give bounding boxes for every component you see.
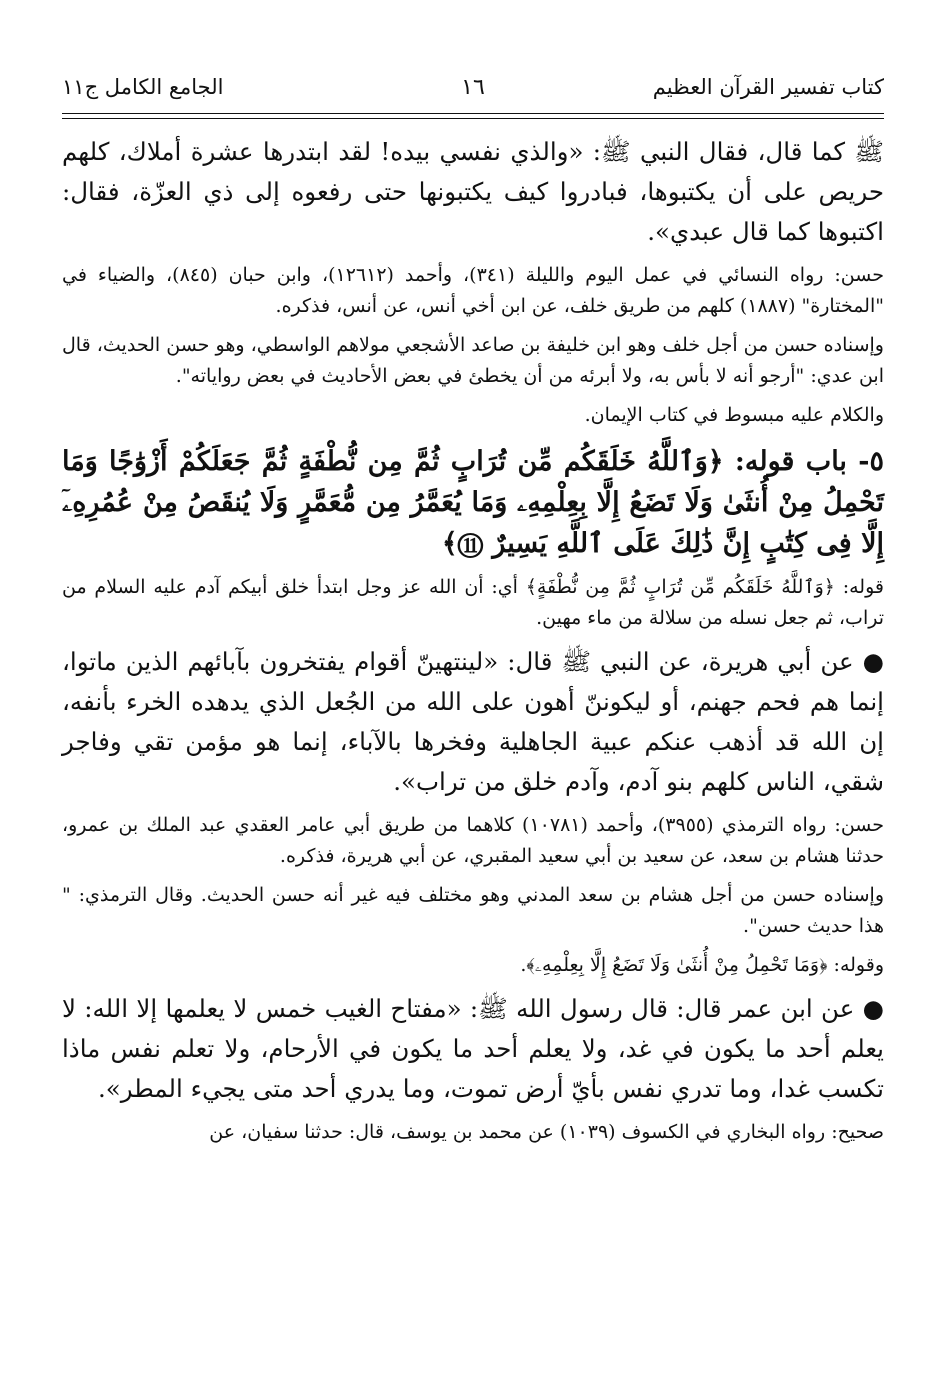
reference-note: والكلام عليه مبسوط في كتاب الإيمان.: [584, 404, 884, 426]
running-header: [62, 70, 884, 104]
isnad-note: وإسناده حسن من أجل خلف وهو ابن خليفة بن صاعد الأشجعي مولاهم الواسطي، وهو حسن الحديث، قال ابن عدي: "أرجو أنه لا بأس به، ولا أبرئه من أن يخطئ في بعض الأحاديث في بعض رواياته".: [62, 334, 884, 387]
isnad-note-2: وإسناده حسن من أجل هشام بن سعد المدني وهو مختلف فيه غير أنه حسن الحديث. وقال الترمذي: " هذا حديث حسن".: [62, 884, 884, 937]
takhrij-note-3: صحيح: رواه البخاري في الكسوف (١٠٣٩) عن محمد بن يوسف، قال: حدثنا سفيان، عن: [209, 1121, 884, 1143]
page-body: [62, 132, 884, 1148]
takhrij-note: حسن: رواه النسائي في عمل اليوم والليلة (٣٤١)، وأحمد (١٢٦١٢)، وابن حبان (٨٤٥)، والضياء في "المختارة" (١٨٨٧) كلهم من طريق خلف، عن ابن أخي أنس، عن أنس، فذكره.: [62, 264, 884, 317]
page-number: ١٦: [461, 74, 485, 100]
header-volume-title: الجامع الكامل ج١١: [62, 75, 224, 99]
hadith-abu-hurayra: ● عن أبي هريرة، عن النبي ﷺ قال: «لينتهينّ أقوام يفتخرون بآبائهم الذين ماتوا، إنما هم فحم جهنم، أو ليكوننّ أهون على الله من الجُعل الذي يدهده الخرء بأنفه، إن الله قد أذهب عنكم عبية الجاهلية وفخرها بالآباء، إنما هو مؤمن تقي وفاجر شقي، الناس كلهم بنو آدم، وآدم خلق من تراب».: [62, 647, 884, 796]
header-rule-bottom: [62, 118, 884, 119]
takhrij-note-2: حسن: رواه الترمذي (٣٩٥٥)، وأحمد (١٠٧٨١) كلاهما من طريق أبي عامر العقدي عبد الملك بن عمرو، حدثنا هشام بن سعد، عن سعيد بن أبي سعيد المقبري، عن أبي هريرة، فذكره.: [62, 814, 884, 867]
hadith-continuation: ﷺ كما قال، فقال النبي ﷺ: «والذي نفسي بيده! لقد ابتدرها عشرة أملاك، كلهم حريص على أن يكتبوها، فبادروا كيف يكتبونها حتى رفعوه إلى ذي العزّة، فقال: اكتبوها كما قال عبدي».: [62, 137, 884, 246]
verse-commentary: قوله: ﴿وَٱللَّهُ خَلَقَكُم مِّن تُرَابٍ ثُمَّ مِن نُّطْفَةٍ﴾ أي: أن الله عز وجل ابتدأ خلق أبيكم آدم عليه السلام من تراب، ثم جعل نسله من سلالة من ماء مهين.: [62, 576, 884, 629]
chapter-heading: ٥- باب قوله: ﴿وَٱللَّهُ خَلَقَكُم مِّن تُرَابٍ ثُمَّ مِن نُّطْفَةٍ ثُمَّ جَعَلَكُمْ أَزْوَٰجًا وَمَا تَحْمِلُ مِنْ أُنثَىٰ وَلَا تَضَعُ إِلَّا بِعِلْمِهِۦ وَمَا يُعَمَّرُ مِن مُّعَمَّرٍ وَلَا يُنقَصُ مِنْ عُمُرِهِۦٓ إِلَّا فِى كِتَٰبٍ إِنَّ ذَٰلِكَ عَلَى ٱللَّهِ يَسِيرٌ ⑪﴾: [62, 446, 884, 559]
header-rule-top: [62, 113, 884, 114]
hadith-ibn-umar: ● عن ابن عمر قال: قال رسول الله ﷺ: «مفتاح الغيب خمس لا يعلمها إلا الله: لا يعلم أحد ما يكون في غد، ولا يعلم أحد ما يكون في الأرحام، ولا تعلم نفس ماذا تكسب غدا، وما تدري نفس بأيّ أرض تموت، وما يدري أحد متى يجيء المطر».: [62, 994, 884, 1103]
header-book-title: كتاب تفسير القرآن العظيم: [652, 75, 884, 99]
verse-quote: وقوله: ﴿وَمَا تَحْمِلُ مِنْ أُنثَىٰ وَلَا تَضَعُ إِلَّا بِعِلْمِهِۦ﴾.: [520, 954, 884, 976]
